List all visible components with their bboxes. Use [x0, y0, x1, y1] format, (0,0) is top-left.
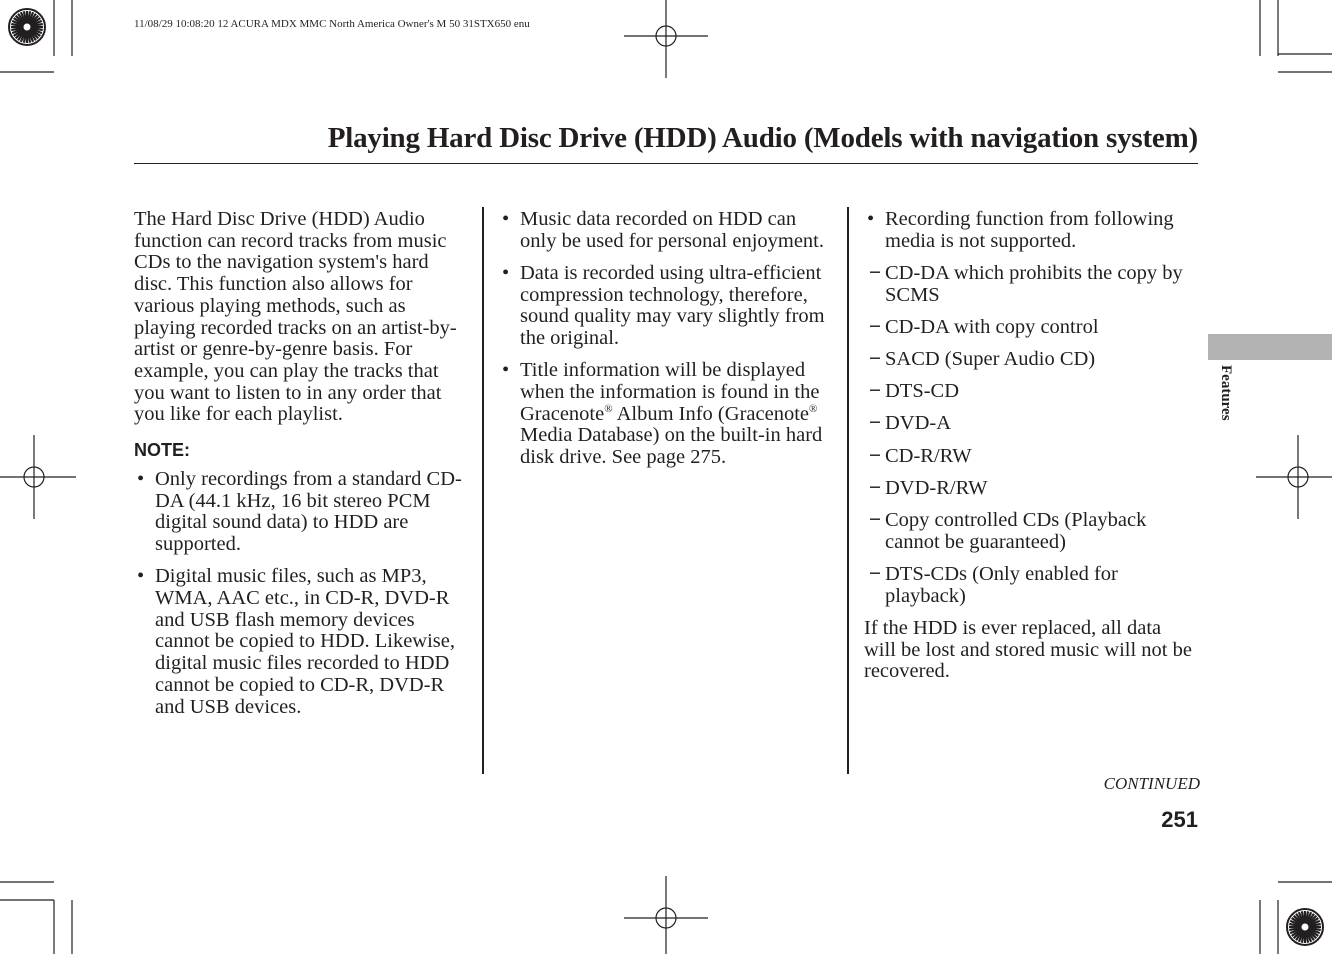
section-tab-label: Features [1218, 365, 1234, 421]
column-divider [482, 207, 484, 774]
list-item-text: CD-R/RW [885, 444, 972, 467]
registered-mark: ® [604, 402, 613, 415]
list-item [864, 443, 1198, 468]
section-tab [1208, 334, 1332, 360]
list-item-text: Copy controlled CDs (Playback cannot be guaranteed) [885, 509, 1147, 553]
list-item [864, 260, 1198, 306]
note-bullet-list [134, 469, 470, 718]
print-slug-line: 11/08/29 10:08:20 12 ACURA MDX MMC North America Owner's M 50 31STX650 enu [134, 18, 530, 30]
list-item [864, 349, 1198, 371]
list-item-text: Music data recorded on HDD can only be used for personal enjoyment. [520, 208, 825, 252]
bullet-marker: • [137, 468, 145, 491]
page-number: 251 [1161, 807, 1198, 832]
intro-paragraph: The Hard Disc Drive (HDD) Audio function can record tracks from music CDs to the navigation system's hard disc. This function also allows for various playing methods, such as playing recorded tracks on an artist-by-artist or genre-by-genre basis. For example, you can play the tracks that you want to listen to in any order that you like for each playlist. [134, 208, 457, 426]
column-2 [499, 209, 829, 479]
dash-marker: − [869, 260, 881, 284]
list-item-text: SACD (Super Audio CD) [885, 348, 1096, 371]
list-item [134, 469, 470, 556]
list-item [864, 413, 1198, 435]
dash-marker: − [869, 347, 881, 371]
list-item [864, 209, 1198, 252]
list-item-text: DTS-CDs (Only enabled for playback) [885, 562, 1118, 607]
list-item-text: DTS-CD [885, 380, 960, 403]
list-item-text: Only recordings from a standard CD-DA (44.1 kHz, 16 bit stereo PCM digital sound data) to HDD are supported. [155, 468, 462, 556]
list-item [134, 566, 470, 718]
page-reference-text: Media Database) on the built-in hard disk drive. See page 275. [520, 424, 823, 469]
list-item-text: DVD-R/RW [885, 476, 988, 499]
bullet-marker: • [867, 208, 875, 230]
list-item [864, 510, 1198, 553]
page-title: Playing Hard Disc Drive (HDD) Audio (Models with navigation system) [327, 122, 1198, 154]
bullet-list [499, 209, 829, 469]
column-1 [134, 209, 470, 729]
bullet-list [864, 209, 1198, 252]
note-label: NOTE: [134, 440, 190, 461]
bullet-marker: • [137, 565, 145, 588]
dash-marker: − [869, 443, 881, 467]
dash-marker: − [869, 561, 881, 585]
bullet-marker: • [502, 359, 510, 382]
unsupported-media-list [864, 260, 1198, 607]
dash-marker: − [869, 379, 881, 403]
text-run: Title information will be displayed when the information is found in the Gracenote [520, 359, 820, 425]
continued-label: CONTINUED [1103, 774, 1200, 793]
list-item-text: CD-DA which prohibits the copy by SCMS [885, 261, 1183, 306]
list-item [499, 209, 829, 252]
list-item [864, 561, 1198, 607]
list-item-text: DVD-A [885, 412, 952, 435]
bullet-marker: • [502, 208, 510, 230]
dash-marker: − [869, 411, 881, 435]
list-item-text: Recording function from following media is not supported. [885, 208, 1174, 252]
list-item-text: Digital music files, such as MP3, WMA, AAC etc., in CD-R, DVD-R and USB flash memory devices cannot be copied to HDD. Likewise, digital music files recorded to HDD cannot be copied to CD-R, DVD-R and USB devices. [155, 565, 456, 718]
column-3 [864, 209, 1198, 693]
list-item-text: CD-DA with copy control [885, 315, 1099, 338]
dash-marker: − [869, 508, 881, 532]
dash-marker: − [869, 475, 881, 499]
list-item-text: Data is recorded using ultra-efficient compression technology, therefore, sound quality may vary slightly from the original. [520, 261, 825, 350]
bullet-marker: • [502, 261, 510, 284]
list-item [864, 475, 1198, 500]
list-item [864, 381, 1198, 403]
dash-marker: − [869, 314, 881, 338]
list-item [864, 314, 1198, 339]
text-run: Album Info (Gracenote [612, 402, 809, 425]
list-item [499, 360, 829, 469]
closing-paragraph: If the HDD is ever replaced, all data will be lost and stored music will not be recovered. [864, 616, 1192, 683]
registered-mark: ® [809, 402, 818, 415]
list-item [499, 263, 829, 350]
title-info-text [520, 359, 822, 468]
column-divider [847, 207, 849, 774]
title-rule [134, 163, 1198, 164]
